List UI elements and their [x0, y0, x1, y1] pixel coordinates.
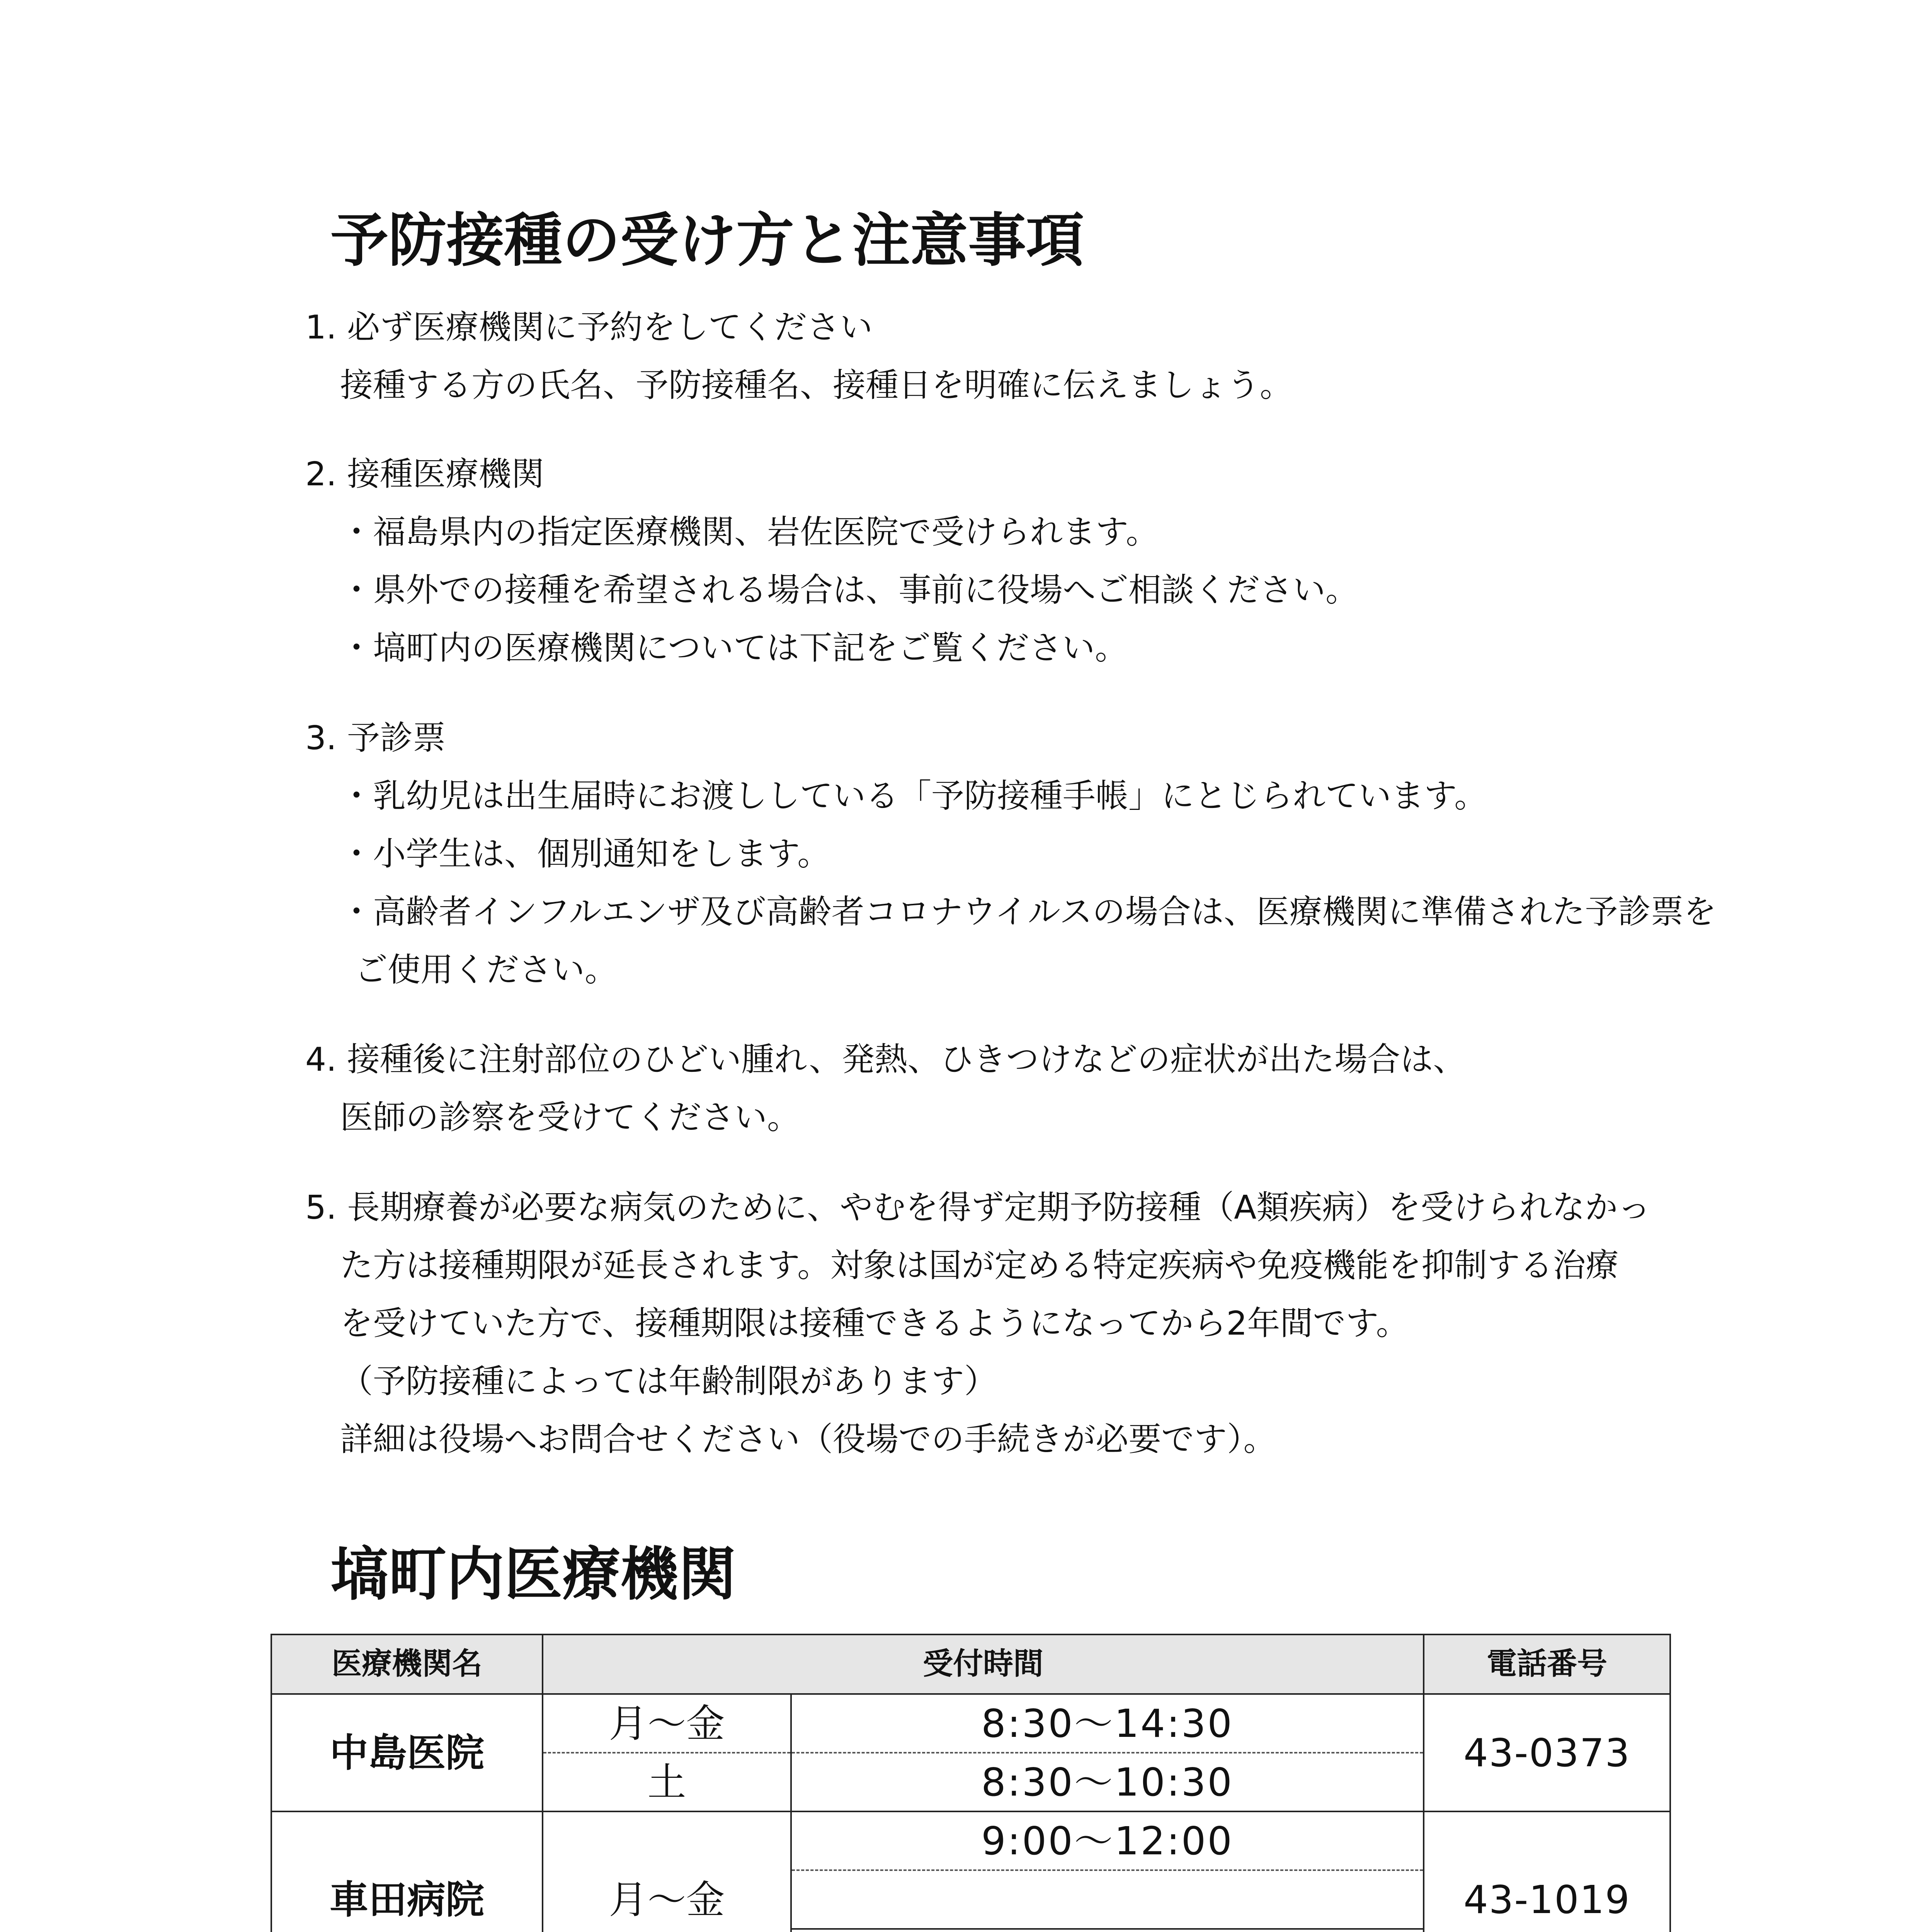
clinic-day: 土	[543, 1753, 791, 1811]
header-hours: 受付時間	[543, 1634, 1424, 1694]
item5-line3: を受けていた方で、接種期限は接種できるようになってから2年間です。	[340, 1304, 1409, 1343]
clinic-name: 中島医院	[271, 1694, 543, 1811]
item3-line4: ・高齢者インフルエンザ及び高齢者コロナウイルスの場合は、医療機関に準備された予診票を	[340, 893, 1717, 931]
clinic-day: 月～金	[543, 1811, 791, 1932]
header-tel: 電話番号	[1424, 1634, 1670, 1694]
item2-line3: ・県外での接種を希望される場合は、事前に役場へご相談ください。	[340, 571, 1359, 609]
item4-line2: 医師の診察を受けてください。	[340, 1099, 800, 1137]
section2-title: 塙町内医療機関	[330, 1541, 737, 1608]
clinic-time	[791, 1929, 1424, 1932]
table-header-row	[271, 1634, 1670, 1694]
item2-line1: 2. 接種医療機関	[305, 455, 545, 493]
clinic-day: 月～金	[543, 1694, 791, 1753]
item5-line4: （予防接種によっては年齢制限があります）	[340, 1362, 997, 1401]
item5-line2: た方は接種期限が延長されます。対象は国が定める特定疾病や免疫機能を抑制する治療	[340, 1247, 1619, 1285]
table-row	[271, 1811, 1670, 1870]
section1-title: 予防接種の受け方と注意事項	[330, 207, 1084, 274]
clinic-time: 9:00～12:00	[791, 1811, 1424, 1870]
item1-line1: 1. 必ず医療機関に予約をしてください	[305, 308, 873, 347]
clinic-table	[271, 1634, 1671, 1932]
clinic-time-empty	[791, 1870, 1424, 1929]
header-name: 医療機関名	[271, 1634, 543, 1694]
item5-line1: 5. 長期療養が必要な病気のために、やむを得ず定期予防接種（A類疾病）を受けられなかっ	[305, 1189, 1651, 1227]
table-row	[271, 1694, 1670, 1753]
clinic-time: 8:30～14:30	[791, 1694, 1424, 1753]
item2-line2: ・福島県内の指定医療機関、岩佐医院で受けられます。	[340, 513, 1159, 551]
item3-line1: 3. 予診票	[305, 719, 446, 757]
item3-line2: ・乳幼児は出生届時にお渡ししている「予防接種手帳」にとじられています。	[340, 777, 1487, 815]
item4-line1: 4. 接種後に注射部位のひどい腫れ、発熱、ひきつけなどの症状が出た場合は、	[305, 1041, 1466, 1079]
item3-line5: ご使用ください。	[355, 951, 618, 989]
item3-line3: ・小学生は、個別通知をします。	[340, 835, 830, 873]
item1-line2: 接種する方の氏名、予防接種名、接種日を明確に伝えましょう。	[340, 366, 1293, 405]
item2-line4: ・塙町内の医療機関については下記をご覧ください。	[340, 629, 1128, 667]
clinic-tel: 43-0373	[1424, 1694, 1670, 1811]
item5-line5: 詳細は役場へお問合せください（役場での手続きが必要です）。	[340, 1420, 1276, 1459]
clinic-name: 車田病院	[271, 1811, 543, 1932]
clinic-time: 8:30～10:30	[791, 1753, 1424, 1811]
clinic-tel: 43-1019	[1424, 1811, 1670, 1932]
